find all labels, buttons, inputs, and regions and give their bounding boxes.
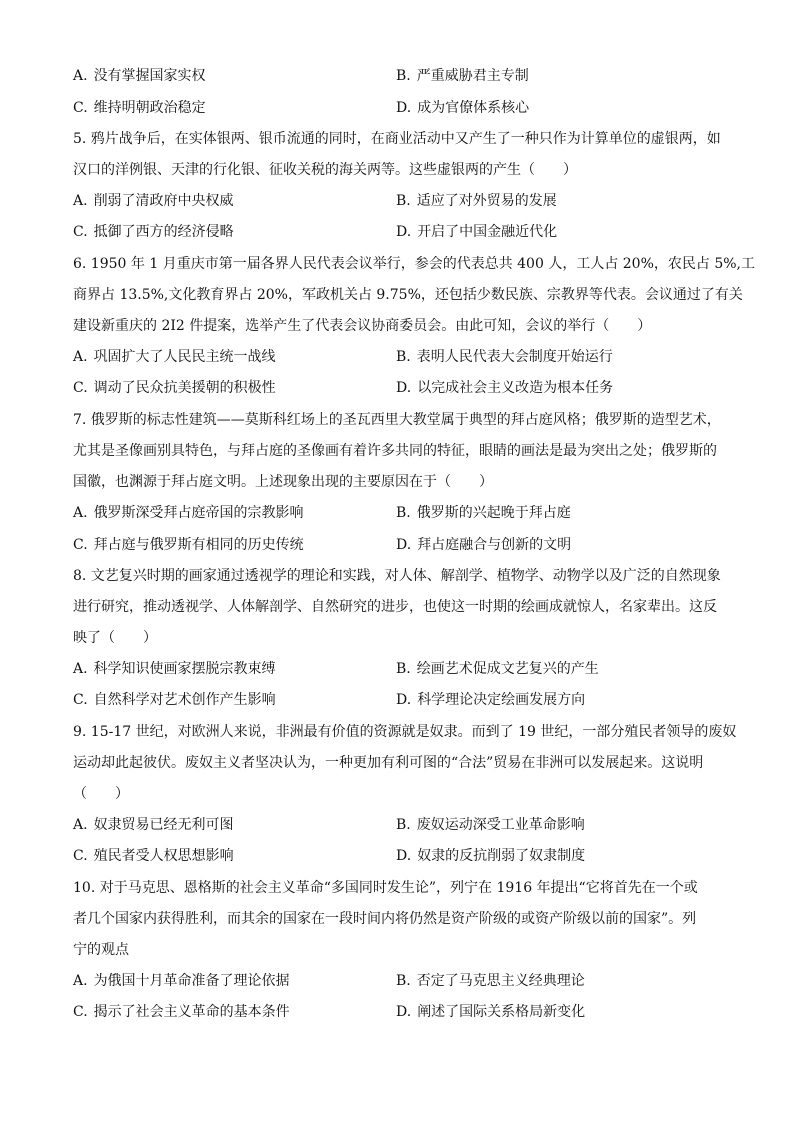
- option-text: 以完成社会主义改造为根本任务: [417, 380, 614, 396]
- q7-stem-line-3: 国徽，也渊源于拜占庭文明。上述现象出现的主要原因在于（ ）: [73, 474, 493, 490]
- q7-option-d: [396, 535, 571, 555]
- option-text: 表明人民代表大会制度开始运行: [416, 349, 613, 365]
- option-key: B.: [396, 349, 411, 365]
- option-text: 成为官僚体系核心: [417, 100, 530, 116]
- q4-option-d: [396, 98, 529, 118]
- option-text: 开启了中国金融近代化: [417, 224, 558, 240]
- q6-option-c: [73, 378, 276, 398]
- q9-option-d: [396, 846, 585, 866]
- q5-option-d: [396, 222, 557, 242]
- q10-option-b: [396, 971, 585, 991]
- option-key: D.: [396, 100, 412, 116]
- option-text: 抵御了西方的经济侵略: [93, 224, 234, 240]
- q9-stem-line-2: 运动却此起彼伏。废奴主义者坚决认为，一种更加有利可图的“合法”贸易在非洲可以发展起来。这说明: [73, 755, 704, 771]
- option-text: 殖民者受人权思想影响: [93, 848, 234, 864]
- option-key: B.: [396, 68, 411, 84]
- option-text: 为俄国十月革命准备了理论依据: [93, 973, 290, 989]
- q8-stem-line-1: 8. 文艺复兴时期的画家通过透视学的理论和实践，对人体、解剖学、植物学、动物学以及广泛的自然现象: [73, 568, 721, 584]
- option-key: D.: [396, 848, 412, 864]
- option-key: D.: [396, 537, 412, 553]
- option-key: A.: [73, 817, 88, 833]
- q10-stem-line-3: 宁的观点: [73, 942, 129, 958]
- q8-stem-line-3: 映了（ ）: [73, 630, 157, 646]
- q5-option-b: [396, 191, 557, 211]
- option-key: C.: [73, 1004, 88, 1020]
- option-key: B.: [396, 973, 411, 989]
- q8-option-a: [73, 659, 276, 679]
- q9-option-c: [73, 846, 234, 866]
- option-key: D.: [396, 692, 412, 708]
- q9-option-a: [73, 815, 234, 835]
- option-key: A.: [73, 505, 88, 521]
- q7-stem-line-1: 7. 俄罗斯的标志性建筑——莫斯科红场上的圣瓦西里大教堂属于典型的拜占庭风格；俄罗斯的造型艺术，: [73, 412, 721, 428]
- q6-stem-line-3: 建设新重庆的 2I2 件提案，选举产生了代表会议协商委员会。由此可知，会议的举行（ ）: [73, 318, 652, 334]
- option-text: 揭示了社会主义革命的基本条件: [93, 1004, 290, 1020]
- option-text: 自然科学对艺术创作产生影响: [93, 692, 276, 708]
- q6-stem-line-1: 6. 1950 年 1 月重庆市第一届各界人民代表会议举行，参会的代表总共 400 人，工人占 20%，农民占 5%,工: [73, 256, 755, 272]
- q5-option-a: [73, 191, 234, 211]
- option-text: 俄罗斯的兴起晚于拜占庭: [416, 505, 571, 521]
- option-text: 维持明朝政治稳定: [93, 100, 206, 116]
- q10-stem-line-2: 者几个国家内获得胜利，而其余的国家在一段时间内将仍然是资产阶级的或资产阶级以前的国家”。列: [73, 911, 697, 927]
- option-key: D.: [396, 380, 412, 396]
- option-key: A.: [73, 349, 88, 365]
- q10-stem-line-1: 10. 对于马克思、恩格斯的社会主义革命“多国同时发生论”，列宁在 1916 年提出“它将首先在一个或: [73, 880, 698, 896]
- option-key: A.: [73, 661, 88, 677]
- q7-option-c: [73, 535, 304, 555]
- option-text: 否定了马克思主义经典理论: [416, 973, 585, 989]
- q8-option-b: [396, 659, 599, 679]
- option-text: 阐述了国际关系格局新变化: [417, 1004, 586, 1020]
- option-key: A.: [73, 973, 88, 989]
- option-key: C.: [73, 848, 88, 864]
- option-text: 科学知识使画家摆脱宗教束缚: [93, 661, 276, 677]
- option-key: D.: [396, 224, 412, 240]
- q5-option-c: [73, 222, 234, 242]
- option-text: 废奴运动深受工业革命影响: [416, 817, 585, 833]
- option-text: 绘画艺术促成文艺复兴的产生: [416, 661, 599, 677]
- q9-option-b: [396, 815, 585, 835]
- option-text: 削弱了清政府中央权威: [93, 193, 234, 209]
- q8-option-d: [396, 690, 585, 710]
- option-key: C.: [73, 692, 88, 708]
- option-text: 调动了民众抗美援朝的积极性: [93, 380, 276, 396]
- q7-option-b: [396, 503, 571, 523]
- option-key: B.: [396, 193, 411, 209]
- q5-stem-line-1: 5. 鸦片战争后，在实体银两、银币流通的同时，在商业活动中又产生了一种只作为计算单位的虚银两，如: [73, 131, 721, 147]
- option-text: 奴隶的反抗削弱了奴隶制度: [417, 848, 586, 864]
- q6-option-d: [396, 378, 613, 398]
- q4-option-b: [396, 66, 529, 86]
- option-text: 巩固扩大了人民民主统一战线: [93, 349, 276, 365]
- option-key: C.: [73, 537, 88, 553]
- option-key: B.: [396, 505, 411, 521]
- q4-option-c: [73, 98, 206, 118]
- q10-option-c: [73, 1002, 290, 1022]
- option-text: 俄罗斯深受拜占庭帝国的宗教影响: [93, 505, 304, 521]
- q6-stem-line-2: 商界占 13.5%,文化教育界占 20%，军政机关占 9.75%，还包括少数民族、宗教界等代表。会议通过了有关: [73, 287, 743, 303]
- q9-stem-line-1: 9. 15-17 世纪，对欧洲人来说，非洲最有价值的资源就是奴隶。而到了 19 世纪，一部分殖民者领导的废奴: [73, 724, 737, 740]
- q6-option-a: [73, 347, 276, 367]
- q5-stem-line-2: 汉口的洋例银、天津的行化银、征收关税的海关两等。这些虚银两的产生（ ）: [73, 162, 577, 178]
- option-text: 奴隶贸易已经无利可图: [93, 817, 234, 833]
- option-key: A.: [73, 193, 88, 209]
- option-text: 严重威胁君主专制: [416, 68, 529, 84]
- option-key: C.: [73, 100, 88, 116]
- q7-option-a: [73, 503, 304, 523]
- q10-option-d: [396, 1002, 585, 1022]
- q4-option-a: [73, 66, 206, 86]
- q8-option-c: [73, 690, 276, 710]
- option-text: 拜占庭融合与创新的文明: [417, 537, 572, 553]
- option-text: 适应了对外贸易的发展: [416, 193, 557, 209]
- option-text: 拜占庭与俄罗斯有相同的历史传统: [93, 537, 304, 553]
- option-key: D.: [396, 1004, 412, 1020]
- q9-stem-line-3: （ ）: [73, 786, 129, 802]
- q7-stem-line-2: 尤其是圣像画别具特色，与拜占庭的圣像画有着许多共同的特征，眼睛的画法是最为突出之处；俄罗斯的: [73, 443, 717, 459]
- option-key: A.: [73, 68, 88, 84]
- option-text: 科学理论决定绘画发展方向: [417, 692, 586, 708]
- option-key: C.: [73, 224, 88, 240]
- q8-stem-line-2: 进行研究，推动透视学、人体解剖学、自然研究的进步，也使这一时期的绘画成就惊人，名家辈出。这反: [73, 599, 717, 615]
- option-key: B.: [396, 661, 411, 677]
- q10-option-a: [73, 971, 290, 991]
- option-key: C.: [73, 380, 88, 396]
- option-text: 没有掌握国家实权: [93, 68, 206, 84]
- option-key: B.: [396, 817, 411, 833]
- q6-option-b: [396, 347, 613, 367]
